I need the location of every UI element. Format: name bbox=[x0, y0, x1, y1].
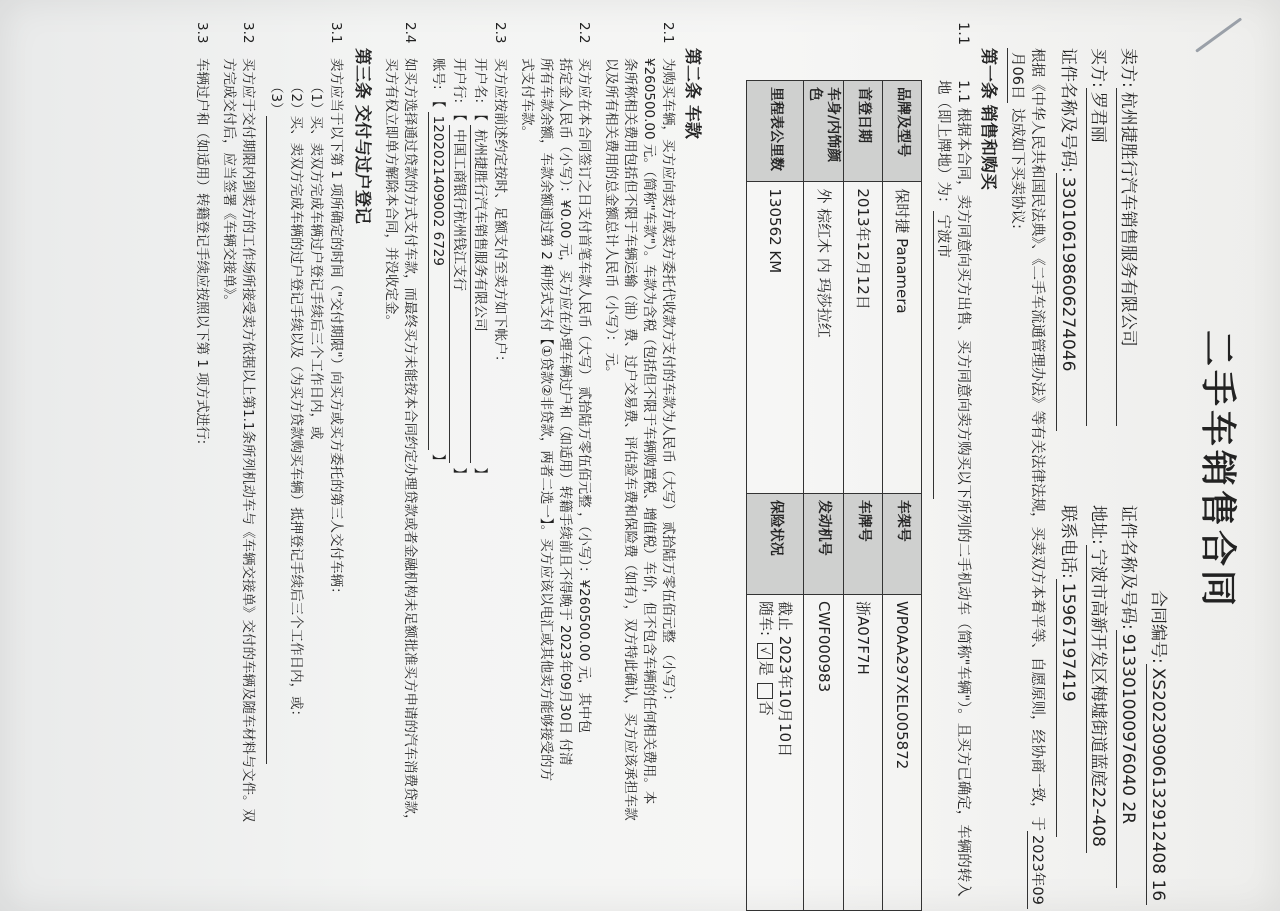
table-cell-label: 里程表公里数 bbox=[747, 81, 804, 182]
table-cell-value: 外 棕红木 内 玛莎拉红 bbox=[804, 182, 844, 493]
account-name-line: 开户名: 【 杭州捷胜行汽车销售服务有限公司 】 bbox=[472, 58, 488, 481]
table-cell-label: 首登日期 bbox=[844, 81, 883, 182]
basis-line: 根据《中华人民共和国民法典》、《二手车流通管理办法》等有关法律法规，买卖双方本着平等、自愿原则，经协商一致，于2023年09 bbox=[1027, 48, 1046, 909]
clause-3-3-line-1: 车辆过户和（如适用）转籍登记手续应按照以下第 1 项方式进行: bbox=[194, 58, 210, 445]
account-number-line: 账号: 【 1202021409002 6729 】 bbox=[430, 58, 446, 468]
table-cell-label: 车架号 bbox=[883, 493, 922, 594]
clause-2-2-line-2: 括定金人民币（小写）：¥0.00 元，买方应在办理车辆过户和（如适用）转籍手续前且不得晚于 2023年09月30日 付清 bbox=[557, 58, 573, 766]
clause-3-1-line-2: （1）买、卖双方完成车辆过户登记手续后三个工作日内，或 bbox=[308, 80, 324, 440]
table-cell-value: 2013年12月12日 bbox=[844, 182, 883, 493]
buyer-line: 买方:罗君丽 bbox=[1086, 48, 1108, 426]
clause-2-1-line-3: 条所称相关费用包括但不限于车辆运输（油）费、过户交易费、评估验车费和保险费（如有），双方特此确认，买方应该承担车款 bbox=[622, 58, 638, 821]
clause-3-2-line-1: 买方应于交付期限内到卖方的工作场所接受卖方依据以上第1.1条所列机动车与《车辆交接单》交付的车辆及随车材料与文件。双 bbox=[240, 58, 256, 822]
table-row bbox=[844, 81, 883, 911]
clause-3-3-number: 3.3 bbox=[194, 22, 210, 44]
article-1-heading: 第一条 销售和购买 bbox=[978, 48, 998, 190]
clause-2-2-line-1: 买方应在本合同签订之日支付首笔车款人民币（大写） 贰拾陆万零伍佰元整 ，（小写）：¥260500.00 元，其中包 bbox=[576, 58, 592, 733]
clause-2-1-line-4: 以及所有相关费用的总金额总计人民币（小写）： 元。 bbox=[603, 58, 619, 380]
table-row bbox=[883, 81, 922, 911]
yes-checkbox[interactable]: √ bbox=[758, 643, 774, 659]
insurance-follow: 随车: √是 否 bbox=[757, 600, 775, 716]
clause-2-2-number: 2.2 bbox=[576, 22, 592, 44]
table-cell-label: 车牌号 bbox=[844, 493, 883, 594]
table-row bbox=[804, 81, 844, 911]
address-line: 地址:宁波市高新开发区梅墟街道蓝庭22-408 bbox=[1086, 505, 1108, 853]
clause-3-2-line-2: 方完成交付后，应当签署《车辆交接单》。 bbox=[221, 58, 237, 308]
basis-line-2: 月06日 达成如下买卖协议: bbox=[1007, 48, 1026, 229]
article-2-heading: 第二条 车款 bbox=[682, 48, 702, 139]
article-3-heading: 第三条 交付与过户登记 bbox=[352, 48, 372, 224]
clause-1-1-text: 1.1 根据本合同，卖方同意向买方出售、买方同意向卖方购买以下所列的二手机动车（简称"车辆"）。且买方已确定，车辆的转入 bbox=[955, 80, 971, 897]
clause-3-1-line-1: 卖方应当于以下第 1 项所确定的时间（"交付期限"）向买方或买方委托的第三人交付车辆： bbox=[328, 58, 344, 601]
clause-1-1-number: 1.1 bbox=[955, 22, 971, 46]
insurance-expiry: 截止 2023年10月10日 bbox=[775, 600, 794, 758]
clause-3-2-number: 3.2 bbox=[240, 22, 256, 44]
table-cell-value: 130562 KM bbox=[747, 182, 804, 493]
seller-id-line: 证件名称及号码:913301000976040 2R bbox=[1116, 505, 1138, 888]
clause-3-1-line-3: （2）买、卖双方完成车辆的过户登记手续以及（为买方贷款购买车辆）抵押登记手续后三个工作日内，或： bbox=[288, 80, 304, 724]
clause-3-1-line-4: （3） bbox=[266, 80, 284, 764]
table-row bbox=[747, 81, 804, 911]
contract-number: 合同编号:XS20230906132912408 16 bbox=[1146, 590, 1168, 905]
insurance-cell bbox=[747, 594, 804, 910]
document-title: 二手车销售合同 bbox=[1197, 330, 1238, 611]
table-cell-value: 浙A07F7H bbox=[844, 594, 883, 910]
table-cell-label: 发动机号 bbox=[804, 493, 844, 594]
clause-1-1-text-2: 地（即上牌地）为：宁波市 bbox=[933, 80, 952, 499]
clause-2-2-line-3: 所有车款余额，车款余额通过第 2 种形式支付【①贷款②非贷款，两者二选一】。买方应该以电汇或其他卖方能够接受的方 bbox=[538, 58, 554, 782]
clause-2-1-line-2: ¥260500.00 元。（简称"车款"）。车款为含税（包括但不限于车辆购置税、增值税）车价，但不包含车辆的任何相关费用。本 bbox=[641, 58, 657, 805]
seller-line: 卖方:杭州捷胜行汽车销售服务有限公司 bbox=[1116, 48, 1138, 426]
buyer-id-line: 证件名称及号码:330106198606274046 bbox=[1056, 48, 1078, 431]
vehicle-info-table bbox=[746, 80, 922, 911]
no-checkbox[interactable] bbox=[758, 683, 774, 699]
clause-2-1-line-1: 为购买车辆，买方应向卖方或卖方委托代收款方支付的车款为人民币（大写） 贰拾陆万零伍佰元整 （小写）： bbox=[660, 58, 676, 708]
table-cell-value: 保时捷 Panamera bbox=[883, 182, 922, 493]
phone-line: 联系电话:15967197419 bbox=[1056, 505, 1078, 837]
table-cell-value: CWF000983 bbox=[804, 594, 844, 910]
table-cell-value: WP0AA297XEL005872 bbox=[883, 594, 922, 910]
table-cell-label: 保险状况 bbox=[747, 493, 804, 594]
clause-2-1-number: 2.1 bbox=[660, 22, 676, 44]
clause-3-1-number: 3.1 bbox=[328, 22, 344, 44]
clause-2-3-line-1: 买方应按前述约定按时、足额支付至卖方如下帐户： bbox=[492, 58, 508, 369]
bank-line: 开户行: 【 中国工商银行杭州钱江支行 】 bbox=[451, 58, 467, 481]
clause-2-3-number: 2.3 bbox=[492, 22, 508, 44]
clause-2-2-line-4: 式支付车款。 bbox=[519, 58, 535, 139]
clause-2-4-line-2: 买方有权立即单方解除本合同，并没收定金。 bbox=[383, 58, 399, 328]
table-cell-label: 车身/内饰颜色 bbox=[804, 81, 844, 182]
table-cell-label: 品牌及型号 bbox=[883, 81, 922, 182]
clause-2-4-number: 2.4 bbox=[402, 22, 418, 44]
clause-2-4-line-1: 如买方选择通过贷款的方式支付车款，而最终买方未能按本合同约定办理贷款或者金融机构未足额批准买方申请的汽车消费贷款， bbox=[402, 58, 418, 828]
